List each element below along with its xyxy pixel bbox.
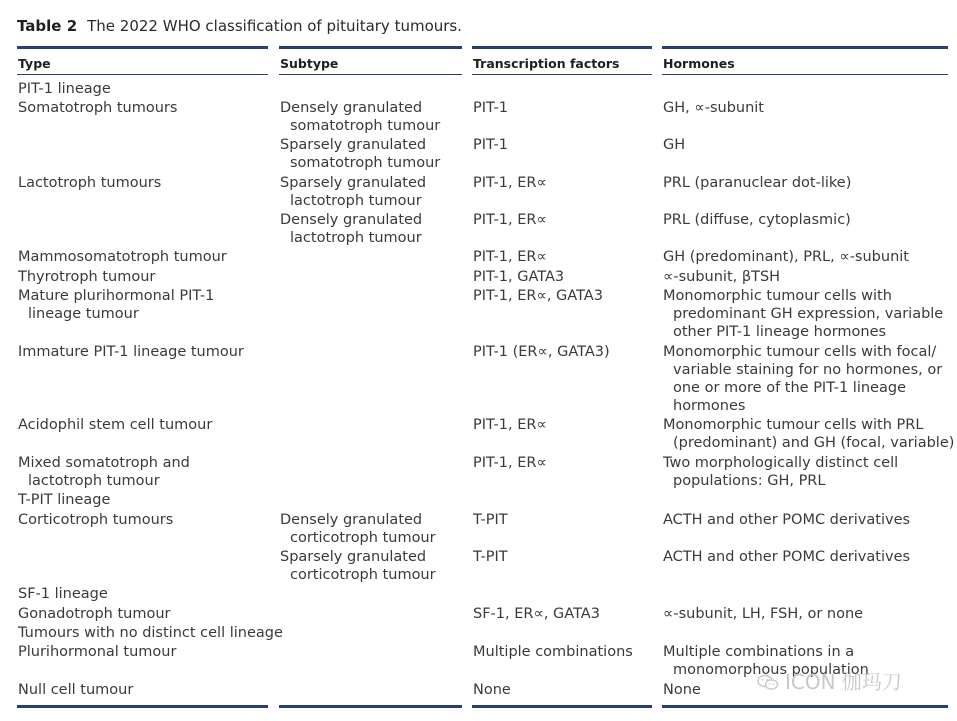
cell-line: GH, ∝-subunit [663,100,764,116]
cell-subtype [280,174,426,210]
wechat-icon [757,674,779,691]
cell-line: GH [663,137,686,153]
cell-type [18,681,133,699]
cell-hormones [663,99,764,117]
cell-subtype [280,511,436,547]
cell-line: None [473,682,511,698]
cell-subtype [280,136,440,172]
cell-line: Gonadotroph tumour [18,606,171,622]
cell-transcription-factors [473,681,511,699]
cell-line: Monomorphic tumour cells with PRL [663,417,924,433]
bottom-rule-type [17,705,268,708]
cell-line: corticotroph tumour [290,530,436,546]
cell-line: PIT-1, ER∝ [473,417,547,433]
cell-line: Monomorphic tumour cells with [663,288,892,304]
cell-transcription-factors [473,511,508,529]
cell-line: somatotroph tumour [290,155,441,171]
cell-transcription-factors [473,454,547,472]
watermark-text: ICON 伽玛刀 [785,670,902,694]
cell-transcription-factors [473,643,633,661]
cell-line: predominant GH expression, variable [673,306,944,322]
column-header-subtype: Subtype [280,56,339,71]
cell-hormones [663,511,910,529]
cell-line: Plurihormonal tumour [18,644,177,660]
column-header-transcription-factors: Transcription factors [473,56,620,71]
cell-line: Sparsely granulated [280,175,427,191]
cell-type [18,174,161,192]
cell-subtype [280,211,422,247]
cell-line: PIT-1, ER∝ [473,249,547,265]
cell-hormones [663,248,909,266]
cell-transcription-factors [473,99,508,117]
cell-line: Tumours with no distinct cell lineage [18,625,283,641]
bottom-rule-tf [472,705,652,708]
cell-line: PIT-1 lineage [18,81,111,97]
cell-line: Densely granulated [280,100,423,116]
cell-hormones [663,343,942,415]
cell-line: PIT-1, ER∝ [473,455,547,471]
cell-type [18,287,214,323]
watermark [757,666,902,695]
cell-line: None [663,682,701,698]
cell-line: PIT-1, ER∝ [473,212,547,228]
cell-hormones [663,174,851,192]
cell-line: Mature plurihormonal PIT-1 [18,288,215,304]
cell-type [18,343,244,361]
cell-subtype [280,548,436,584]
cell-type [18,268,155,286]
table-number: Table 2 [17,17,78,35]
table-caption [17,17,462,35]
cell-line: PIT-1, ER∝ [473,175,547,191]
header-underline-hormones [662,74,948,75]
cell-hormones [663,268,780,286]
cell-line: Sparsely granulated [280,549,427,565]
cell-hormones [663,416,954,452]
cell-line: Null cell tumour [18,682,134,698]
cell-transcription-factors [473,268,564,286]
cell-line: SF-1 lineage [18,586,108,602]
cell-line: SF-1, ER∝, GATA3 [473,606,600,622]
cell-transcription-factors [473,174,547,192]
cell-line: monomorphous population [673,662,869,678]
cell-line: Somatotroph tumours [18,100,178,116]
bottom-rule-hormones [662,705,948,708]
cell-transcription-factors [473,211,547,229]
cell-type [18,454,190,490]
header-rule-type [17,46,268,49]
cell-line: PIT-1 [473,137,509,153]
cell-line: hormones [673,398,746,414]
cell-line: one or more of the PIT-1 lineage [673,380,906,396]
cell-line: lactotroph tumour [290,193,422,209]
cell-line: T-PIT lineage [18,492,111,508]
cell-line: PRL (diffuse, cytoplasmic) [663,212,851,228]
header-rule-hormones [662,46,948,49]
cell-line: populations: GH, PRL [673,473,826,489]
header-underline-subtype [279,74,462,75]
cell-hormones [663,211,851,229]
cell-hormones [663,605,863,623]
cell-line: corticotroph tumour [290,567,436,583]
cell-line: (predominant) and GH (focal, variable) [673,435,955,451]
column-header-hormones: Hormones [663,56,735,71]
cell-line: PIT-1, GATA3 [473,269,565,285]
cell-type [18,416,212,434]
cell-line: Immature PIT-1 lineage tumour [18,344,244,360]
cell-line: ACTH and other POMC derivatives [663,549,911,565]
cell-line: T-PIT [473,549,508,565]
cell-line: PRL (paranuclear dot-like) [663,175,852,191]
header-underline-type [17,74,268,75]
cell-line: Acidophil stem cell tumour [18,417,213,433]
cell-line: ∝-subunit, LH, FSH, or none [663,606,864,622]
cell-type [18,624,283,642]
cell-transcription-factors [473,287,603,305]
cell-line: Multiple combinations in a [663,644,855,660]
cell-line: variable staining for no hormones, or [673,362,943,378]
column-header-type: Type [18,56,51,71]
cell-line: Corticotroph tumours [18,512,174,528]
header-rule-tf [472,46,652,49]
cell-type [18,99,177,117]
cell-line: Thyrotroph tumour [18,269,156,285]
cell-line: T-PIT [473,512,508,528]
cell-line: PIT-1 [473,100,509,116]
cell-transcription-factors [473,343,610,361]
cell-transcription-factors [473,548,508,566]
cell-type [18,511,173,529]
cell-subtype [280,99,440,135]
cell-type [18,248,227,266]
cell-type [18,605,170,623]
cell-line: ACTH and other POMC derivatives [663,512,911,528]
cell-hormones [663,136,685,154]
cell-line: GH (predominant), PRL, ∝-subunit [663,249,909,265]
cell-line: lactotroph tumour [290,230,422,246]
cell-transcription-factors [473,248,547,266]
cell-line: ∝-subunit, βTSH [663,269,781,285]
cell-line: Densely granulated [280,512,423,528]
cell-type [18,491,110,509]
cell-hormones [663,681,701,699]
cell-hormones [663,548,910,566]
cell-line: other PIT-1 lineage hormones [673,324,887,340]
table-title: The 2022 WHO classification of pituitary tumours. [87,17,463,35]
cell-line: Mixed somatotroph and [18,455,190,471]
cell-line: Sparsely granulated [280,137,427,153]
cell-line: lineage tumour [28,306,139,322]
cell-hormones [663,287,943,341]
cell-line: Multiple combinations [473,644,633,660]
cell-line: somatotroph tumour [290,118,441,134]
cell-line: lactotroph tumour [28,473,160,489]
cell-transcription-factors [473,136,508,154]
cell-type [18,585,108,603]
cell-transcription-factors [473,416,547,434]
header-rule-subtype [279,46,462,49]
cell-type [18,80,111,98]
cell-line: Lactotroph tumours [18,175,162,191]
cell-line: PIT-1 (ER∝, GATA3) [473,344,610,360]
cell-line: Densely granulated [280,212,423,228]
cell-line: Mammosomatotroph tumour [18,249,227,265]
cell-hormones [663,454,898,490]
cell-type [18,643,176,661]
cell-line: PIT-1, ER∝, GATA3 [473,288,603,304]
cell-line: Monomorphic tumour cells with focal/ [663,344,937,360]
header-underline-tf [472,74,652,75]
cell-transcription-factors [473,605,600,623]
cell-line: Two morphologically distinct cell [663,455,899,471]
bottom-rule-subtype [279,705,462,708]
